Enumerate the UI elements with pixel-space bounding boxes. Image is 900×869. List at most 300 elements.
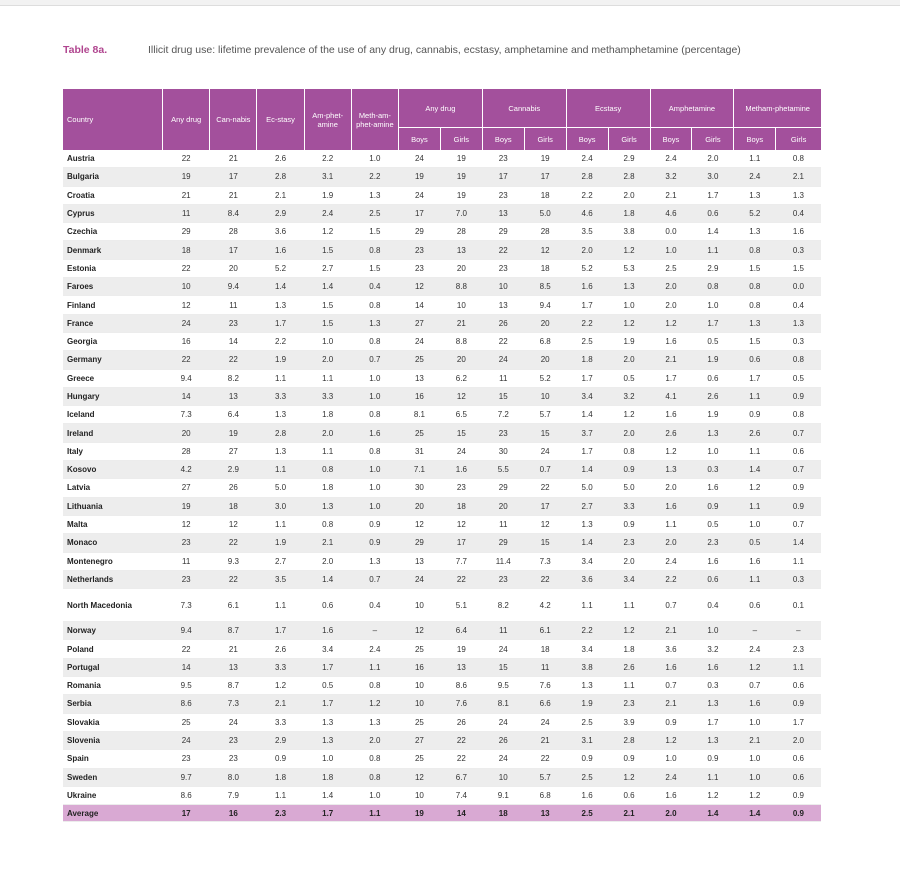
value-cell: 17 [210,241,257,259]
value-cell: 20 [398,497,440,515]
country-cell: Latvia [63,479,163,497]
value-cell: 2.0 [650,296,692,314]
header-any-drug: Any drug [163,89,210,150]
value-cell: 6.8 [524,786,566,804]
value-cell: 3.3 [257,658,304,676]
value-cell: 0.3 [692,461,734,479]
country-cell: Czechia [63,223,163,241]
value-cell: 1.2 [650,314,692,332]
value-cell: 2.0 [650,534,692,552]
value-cell: 1.8 [304,479,351,497]
table-row [63,570,821,588]
value-cell: 18 [524,259,566,277]
value-cell: 0.9 [734,406,776,424]
value-cell: 6.4 [210,406,257,424]
value-cell: 0.9 [257,750,304,768]
value-cell: 20 [210,259,257,277]
value-cell: 3.4 [304,640,351,658]
country-cell: France [63,314,163,332]
value-cell: 1.7 [566,369,608,387]
table-row [63,768,821,786]
value-cell: 2.1 [650,186,692,204]
value-cell: 0.4 [351,278,398,296]
value-cell: 1.7 [566,296,608,314]
value-cell: 0.9 [608,461,650,479]
header-methamphetamine: Meth-am-phet-amine [351,89,398,150]
country-cell: Italy [63,442,163,460]
value-cell: 10 [398,677,440,695]
value-cell: 1.2 [734,479,776,497]
country-cell: Poland [63,640,163,658]
value-cell: 0.8 [351,442,398,460]
value-cell: 0.8 [351,296,398,314]
value-cell: 1.9 [566,695,608,713]
value-cell: 1.2 [351,695,398,713]
value-cell: 2.1 [650,622,692,640]
value-cell: 3.4 [566,552,608,570]
value-cell: 2.8 [608,731,650,749]
value-cell: 1.2 [734,658,776,676]
value-cell: 0.3 [776,241,821,259]
header-cannabis: Can-nabis [210,89,257,150]
table-row [63,552,821,570]
value-cell: 12 [210,515,257,533]
value-cell: 6.1 [524,622,566,640]
value-cell: 0.5 [304,677,351,695]
value-cell: 7.1 [398,461,440,479]
value-cell: 1.0 [351,497,398,515]
value-cell: 0.6 [776,750,821,768]
value-cell: 7.6 [524,677,566,695]
country-cell: Denmark [63,241,163,259]
value-cell: 1.0 [304,750,351,768]
value-cell: 1.9 [257,534,304,552]
value-cell: 12 [524,241,566,259]
value-cell: 2.3 [608,695,650,713]
table-row [63,259,821,277]
value-cell: 0.9 [776,497,821,515]
average-row [63,805,821,822]
value-cell: 2.1 [650,695,692,713]
value-cell: 1.3 [257,442,304,460]
value-cell: 1.9 [257,351,304,369]
value-cell: 1.5 [351,259,398,277]
value-cell: 1.7 [304,658,351,676]
country-cell: Romania [63,677,163,695]
value-cell: 1.2 [608,241,650,259]
value-cell: 29 [398,534,440,552]
value-cell: 2.4 [734,640,776,658]
value-cell: – [776,622,821,640]
value-cell: 26 [210,479,257,497]
value-cell: 22 [163,259,210,277]
value-cell: 5.0 [608,479,650,497]
value-cell: 0.9 [608,515,650,533]
value-cell: 23 [210,314,257,332]
country-cell: Greece [63,369,163,387]
country-cell: Average [63,805,163,822]
group-methamphetamine: Metham-phetamine [734,89,821,128]
value-cell: 16 [210,805,257,822]
subheader-boys: Boys [398,128,440,151]
value-cell: 11 [210,296,257,314]
value-cell: 1.3 [734,314,776,332]
value-cell: 1.7 [304,695,351,713]
value-cell: 2.2 [566,622,608,640]
value-cell: 0.9 [351,534,398,552]
value-cell: 0.6 [608,786,650,804]
group-amphetamine: Amphetamine [650,89,734,128]
value-cell: 1.1 [734,442,776,460]
value-cell: 1.3 [692,424,734,442]
value-cell: 0.3 [776,332,821,350]
value-cell: 9.7 [163,768,210,786]
value-cell: 5.2 [566,259,608,277]
value-cell: 25 [398,750,440,768]
value-cell: 7.6 [440,695,482,713]
value-cell: 1.3 [351,314,398,332]
value-cell: 25 [398,424,440,442]
value-cell: 24 [482,713,524,731]
value-cell: 1.1 [351,658,398,676]
value-cell: 12 [398,622,440,640]
value-cell: 12 [163,296,210,314]
value-cell: 1.4 [734,805,776,822]
value-cell: 2.9 [692,259,734,277]
value-cell: 6.8 [524,332,566,350]
value-cell: 0.7 [776,424,821,442]
value-cell: 1.1 [776,658,821,676]
value-cell: 1.6 [692,552,734,570]
value-cell: 1.6 [650,786,692,804]
value-cell: 13 [524,805,566,822]
value-cell: 0.9 [692,750,734,768]
country-cell: Ukraine [63,786,163,804]
value-cell: 1.6 [650,406,692,424]
table-label: Table 8a. [63,44,108,56]
value-cell: 2.7 [304,259,351,277]
table-row [63,658,821,676]
value-cell: 12 [524,515,566,533]
value-cell: 1.3 [257,296,304,314]
value-cell: 19 [398,168,440,186]
value-cell: 6.6 [524,695,566,713]
value-cell: 1.5 [734,259,776,277]
value-cell: 1.2 [650,731,692,749]
table-row [63,314,821,332]
value-cell: 0.7 [650,677,692,695]
value-cell: 1.1 [608,677,650,695]
value-cell: 5.2 [257,259,304,277]
value-cell: 3.3 [608,497,650,515]
value-cell: 17 [163,805,210,822]
value-cell: 0.8 [304,515,351,533]
value-cell: 2.9 [608,150,650,168]
table-row [63,150,821,168]
table-row [63,731,821,749]
subheader-boys: Boys [734,128,776,151]
value-cell: 12 [440,387,482,405]
value-cell: 11 [524,658,566,676]
value-cell: 2.6 [608,658,650,676]
table-row [63,223,821,241]
value-cell: 2.0 [650,278,692,296]
value-cell: 19 [440,150,482,168]
value-cell: 1.3 [734,223,776,241]
value-cell: 20 [440,259,482,277]
value-cell: 2.9 [257,731,304,749]
value-cell: 1.8 [257,768,304,786]
value-cell: 12 [398,515,440,533]
value-cell: 23 [163,570,210,588]
value-cell: 2.3 [776,640,821,658]
value-cell: 0.9 [776,387,821,405]
value-cell: 0.6 [734,589,776,622]
table-row [63,424,821,442]
value-cell: 0.5 [692,332,734,350]
value-cell: 4.2 [524,589,566,622]
value-cell: 13 [210,387,257,405]
value-cell: 8.2 [210,369,257,387]
value-cell: 12 [440,515,482,533]
value-cell: 2.8 [257,424,304,442]
value-cell: 1.9 [692,351,734,369]
value-cell: 0.8 [351,332,398,350]
value-cell: 8.1 [398,406,440,424]
value-cell: 2.8 [257,168,304,186]
value-cell: 2.5 [351,204,398,222]
value-cell: 0.8 [776,351,821,369]
value-cell: 28 [524,223,566,241]
prevalence-table [63,89,821,822]
value-cell: 13 [482,204,524,222]
value-cell: 0.9 [776,479,821,497]
value-cell: 7.0 [440,204,482,222]
country-cell: Faroes [63,278,163,296]
value-cell: 1.6 [566,786,608,804]
value-cell: 4.1 [650,387,692,405]
value-cell: 0.6 [692,369,734,387]
table-row [63,497,821,515]
value-cell: 2.0 [692,150,734,168]
subheader-girls: Girls [608,128,650,151]
value-cell: 2.0 [608,186,650,204]
value-cell: 3.7 [566,424,608,442]
value-cell: 1.5 [734,332,776,350]
value-cell: 2.0 [776,731,821,749]
value-cell: 2.1 [257,695,304,713]
value-cell: 1.3 [692,731,734,749]
value-cell: 5.2 [524,369,566,387]
value-cell: 1.7 [650,369,692,387]
value-cell: 1.8 [608,640,650,658]
value-cell: 1.1 [734,150,776,168]
value-cell: 3.5 [257,570,304,588]
value-cell: 0.7 [650,589,692,622]
value-cell: 22 [482,332,524,350]
value-cell: 8.6 [163,695,210,713]
value-cell: 2.0 [650,479,692,497]
value-cell: 1.3 [304,497,351,515]
value-cell: 1.1 [257,369,304,387]
value-cell: 23 [210,731,257,749]
value-cell: 0.6 [776,677,821,695]
value-cell: 10 [398,786,440,804]
value-cell: 8.6 [440,677,482,695]
value-cell: 2.4 [304,204,351,222]
value-cell: 5.3 [608,259,650,277]
value-cell: 24 [398,570,440,588]
value-cell: 24 [482,640,524,658]
value-cell: 14 [163,658,210,676]
value-cell: 20 [524,351,566,369]
value-cell: 22 [440,731,482,749]
value-cell: 1.6 [692,479,734,497]
value-cell: 13 [398,369,440,387]
value-cell: 6.4 [440,622,482,640]
value-cell: 1.7 [257,622,304,640]
value-cell: 24 [524,713,566,731]
value-cell: 24 [398,150,440,168]
value-cell: 1.1 [257,589,304,622]
value-cell: 2.6 [257,640,304,658]
value-cell: 1.1 [608,589,650,622]
value-cell: 0.1 [776,589,821,622]
value-cell: 10 [482,768,524,786]
value-cell: 1.7 [692,186,734,204]
value-cell: 21 [524,731,566,749]
value-cell: 1.5 [304,314,351,332]
value-cell: 2.0 [608,552,650,570]
value-cell: 2.0 [650,805,692,822]
value-cell: 1.0 [351,479,398,497]
table-row [63,677,821,695]
table-row [63,278,821,296]
value-cell: 2.1 [257,186,304,204]
table-row [63,589,821,622]
country-cell: Kosovo [63,461,163,479]
value-cell: 0.3 [692,677,734,695]
value-cell: 26 [482,731,524,749]
group-ecstasy: Ecstasy [566,89,650,128]
value-cell: 2.0 [304,552,351,570]
value-cell: 2.2 [566,186,608,204]
group-cannabis: Cannabis [482,89,566,128]
value-cell: 0.9 [608,750,650,768]
subheader-boys: Boys [482,128,524,151]
value-cell: 23 [163,534,210,552]
value-cell: 2.5 [650,259,692,277]
value-cell: 17 [524,168,566,186]
value-cell: 0.6 [776,442,821,460]
value-cell: 1.0 [734,750,776,768]
value-cell: 19 [524,150,566,168]
value-cell: 2.6 [650,424,692,442]
value-cell: 19 [398,805,440,822]
value-cell: 0.7 [734,677,776,695]
value-cell: 9.1 [482,786,524,804]
table-row [63,387,821,405]
value-cell: 1.3 [776,186,821,204]
value-cell: 1.4 [692,223,734,241]
value-cell: 13 [210,658,257,676]
value-cell: 7.4 [440,786,482,804]
value-cell: 0.5 [776,369,821,387]
value-cell: 22 [524,750,566,768]
value-cell: 22 [163,640,210,658]
country-cell: Portugal [63,658,163,676]
value-cell: 1.3 [608,278,650,296]
value-cell: 1.2 [608,314,650,332]
value-cell: 29 [482,479,524,497]
value-cell: 13 [482,296,524,314]
value-cell: 28 [210,223,257,241]
value-cell: 2.8 [566,168,608,186]
value-cell: 8.0 [210,768,257,786]
value-cell: 0.8 [776,150,821,168]
value-cell: 2.2 [566,314,608,332]
value-cell: 9.4 [163,369,210,387]
table-row [63,332,821,350]
value-cell: 16 [163,332,210,350]
value-cell: 1.6 [734,552,776,570]
value-cell: 1.0 [692,442,734,460]
value-cell: 22 [210,351,257,369]
table-row [63,351,821,369]
value-cell: 8.7 [210,622,257,640]
value-cell: 0.4 [692,589,734,622]
value-cell: 1.0 [734,515,776,533]
value-cell: 1.3 [351,713,398,731]
value-cell: 25 [398,640,440,658]
table-row [63,640,821,658]
value-cell: 1.6 [650,658,692,676]
value-cell: 18 [524,640,566,658]
value-cell: 31 [398,442,440,460]
value-cell: 1.4 [304,570,351,588]
value-cell: 18 [210,497,257,515]
value-cell: 23 [482,570,524,588]
value-cell: 11 [163,552,210,570]
value-cell: 24 [482,750,524,768]
value-cell: 3.3 [257,387,304,405]
value-cell: 15 [482,387,524,405]
value-cell: 20 [482,497,524,515]
value-cell: 1.1 [304,442,351,460]
value-cell: 10 [398,695,440,713]
country-cell: Norway [63,622,163,640]
value-cell: 1.1 [304,369,351,387]
value-cell: 1.3 [650,461,692,479]
value-cell: 1.0 [351,150,398,168]
country-cell: Germany [63,351,163,369]
value-cell: 2.4 [650,552,692,570]
value-cell: 2.4 [734,168,776,186]
value-cell: 11 [482,369,524,387]
value-cell: 0.4 [776,204,821,222]
value-cell: 0.6 [734,351,776,369]
value-cell: 0.8 [692,278,734,296]
value-cell: 0.9 [351,515,398,533]
value-cell: 10 [482,278,524,296]
value-cell: 25 [398,351,440,369]
value-cell: 1.4 [566,461,608,479]
value-cell: 0.8 [734,296,776,314]
value-cell: 6.2 [440,369,482,387]
value-cell: 19 [163,168,210,186]
value-cell: 2.5 [566,768,608,786]
value-cell: 2.0 [304,424,351,442]
